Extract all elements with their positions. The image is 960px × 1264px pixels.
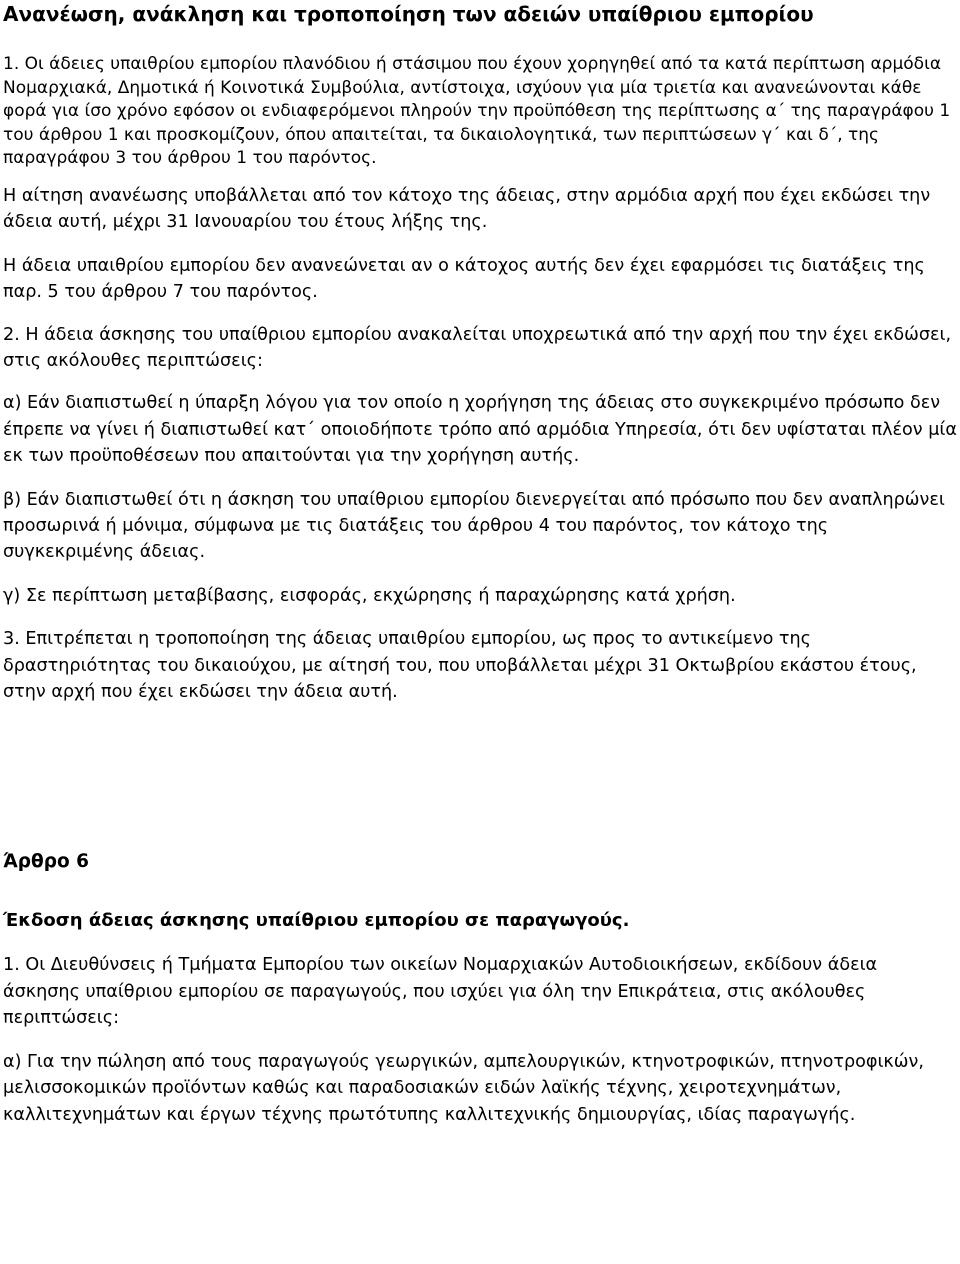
article-paragraph-1: 1. Οι Διευθύνσεις ή Τμήματα Εμπορίου των οικείων Νομαρχιακών Αυτοδιοικήσεων, εκδίδουν άδεια άσκησης υπαίθριου εμπορίου σε παραγωγούς, που ισχύει για όλη την Επικράτεια, στις ακόλουθες περιπτώσεις: [3,955,878,1029]
paragraph-2: Η αίτηση ανανέωσης υποβάλλεται από τον κάτοχο της άδειας, στην αρμόδια αρχή που έχει εκδώσει την άδεια αυτή, μέχρι 31 Ιανουαρίου του έτους λήξης της. [3,185,931,233]
paragraph-5: α) Εάν διαπιστωθεί η ύπαρξη λόγου για τον οποίο η χορήγηση της άδειας στο συγκεκριμένο πρόσωπο δεν έπρεπε να γίνει ή διαπιστωθεί κατ΄ οποιοδήποτε τρόπο από αρμόδια Υπηρεσία, ότι δεν υφίσταται πλέον μία εκ των προϋποθέσεων που απαιτούνται για την χορήγηση αυτής. [3,393,957,467]
article-paragraph-2: α) Για την πώληση από τους παραγωγούς γεωργικών, αμπελουργικών, κτηνοτροφικών, πτηνοτροφικών, μελισσοκομικών προϊόντων καθώς και παραδοσιακών ειδών λαϊκής τέχνης, χειροτεχνημάτων, καλλιτεχνημάτων και έργων τέχνης πρωτότυπης καλλιτεχνικής δημιουργίας, ιδίας παραγωγής. [3,1051,924,1125]
paragraph-6: β) Εάν διαπιστωθεί ότι η άσκηση του υπαίθριου εμπορίου διενεργείται από πρόσωπο που δεν αναπληρώνει προσωρινά ή μόνιμα, σύμφωνα με τις διατάξεις του άρθρου 4 του παρόντος, τον κάτοχο της συγκεκριμένης άδειας. [3,489,945,563]
paragraph-1: 1. Οι άδειες υπαιθρίου εμπορίου πλανόδιου ή στάσιμου που έχουν χορηγηθεί από τα κατά περίπτωση αρμόδια Νομαρχιακά, Δημοτικά ή Κοινοτικά Συμβούλια, αντίστοιχα, ισχύουν για μία τριετία και ανανεώνονται κάθε φορά για ίσο χρόνο εφόσον οι ενδιαφερόμενοι πληρούν την προϋπόθεση της περίπτωσης α΄ της παραγράφου 1 του άρθρου 1 και προσκομίζουν, όπου απαιτείται, τα δικαιολογητικά, των περιπτώσεων γ΄ και δ΄, της παραγράφου 3 του άρθρου 1 του παρόντος. [3,54,951,169]
paragraph-8: 3. Επιτρέπεται η τροποποίηση της άδειας υπαιθρίου εμπορίου, ως προς το αντικείμενο της δραστηριότητας του δικαιούχου, με αίτησή του, που υποβάλλεται μέχρι 31 Οκτωβρίου εκάστου έτους, στην αρχή που έχει εκδώσει την άδεια αυτή. [3,629,917,703]
article-subtitle: Έκδοση άδειας άσκησης υπαίθριου εμπορίου σε παραγωγούς. [3,910,630,932]
paragraph-3: Η άδεια υπαιθρίου εμπορίου δεν ανανεώνεται αν ο κάτοχος αυτής δεν έχει εφαρμόσει τις διατάξεις της παρ. 5 του άρθρου 7 του παρόντος. [3,255,925,303]
paragraph-7: γ) Σε περίπτωση μεταβίβασης, εισφοράς, εκχώρησης ή παραχώρησης κατά χρήση. [3,585,736,606]
document-page [3,0,957,1128]
article-title: Άρθρο 6 [3,851,89,873]
page-title: Ανανέωση, ανάκληση και τροποποίηση των αδειών υπαίθριου εμπορίου [3,2,814,26]
paragraph-4: 2. Η άδεια άσκησης του υπαίθριου εμπορίου ανακαλείται υποχρεωτικά από την αρχή που την έχει εκδώσει, στις ακόλουθες περιπτώσεις: [3,324,952,371]
